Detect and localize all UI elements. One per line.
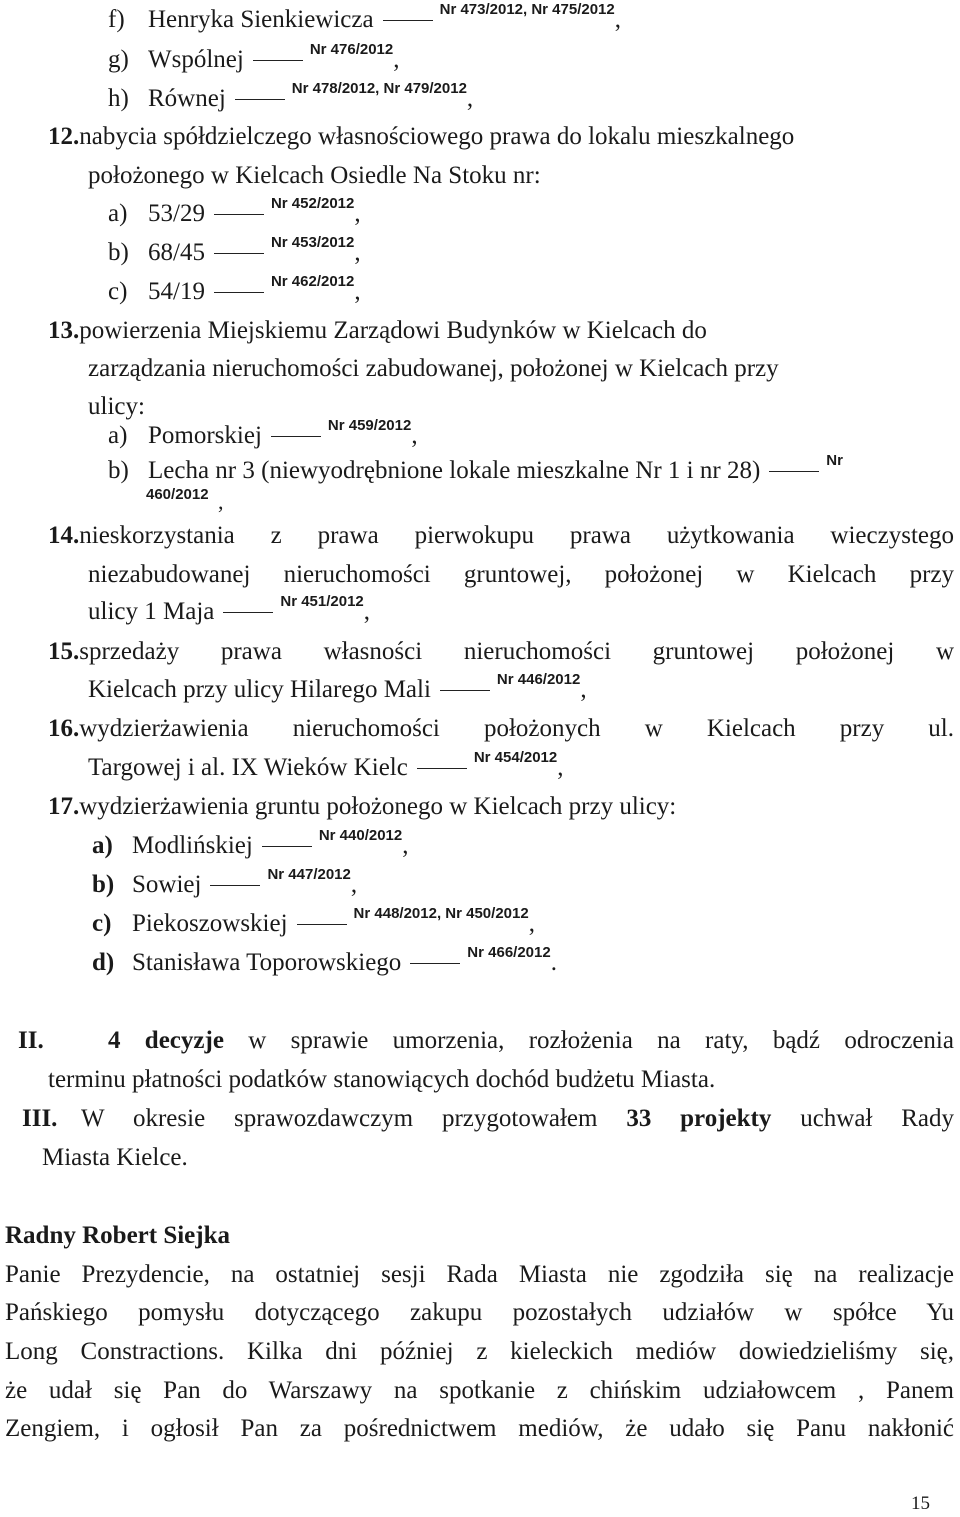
dash — [440, 690, 490, 691]
dash — [410, 963, 460, 964]
dash — [297, 924, 347, 925]
item-17-a: a) Modlińskiej $^{Nr 440/2012}$, — [92, 827, 409, 859]
dash — [253, 60, 303, 61]
item-17-line1: 17.wydzierżawienia gruntu położonego w Kielcach przy ulicy: — [48, 793, 677, 820]
list-item-h: h) Równej $^{Nr 478/2012, Nr 479/2012}$, — [108, 80, 474, 112]
item-12-a: a) 53/29 $^{Nr 452/2012}$, — [108, 195, 361, 227]
section-3-line1: W okresie sprawozdawczym przygotowałem 33 projekty uchwał Rady — [81, 1105, 955, 1132]
section-2-line1: 4 decyzje w sprawie umorzenia, rozłożenia na raty, bądź odroczenia — [108, 1027, 954, 1054]
item-13-line2: zarządzania nieruchomości zabudowanej, położonej w Kielcach przy — [88, 355, 779, 382]
item-13-line3: ulicy: — [88, 393, 145, 420]
item-13-b-punct: , — [218, 489, 224, 514]
dash — [214, 253, 264, 254]
list-item-g: g) Wspólnej $^{Nr 476/2012}$, — [108, 41, 400, 73]
item-16-line1: 16.wydzierżawienia nieruchomości położonych w Kielcach przy ul. — [48, 715, 954, 742]
item-12-c: c) 54/19 $^{Nr 462/2012}$, — [108, 273, 361, 305]
item-15-line1: 15.sprzedaży prawa własności nieruchomości gruntowej położonej w — [48, 638, 954, 665]
dash — [214, 292, 264, 293]
list-item-f: f) Henryka Sienkiewicza $^{Nr 473/2012, Nr 475/2012}$, — [108, 1, 621, 33]
item-14-line3: ulicy 1 Maja $^{Nr 451/2012}$, — [88, 593, 371, 625]
speech-line-2: Pańskiego pomysłu dotyczącego zakupu pozostałych udziałów w spółce Yu — [5, 1299, 954, 1326]
speech-line-4: że udał się Pan do Warszawy na spotkanie z chińskim udziałowcem , Panem — [5, 1377, 954, 1404]
section-3-number: III. — [22, 1105, 58, 1132]
dash — [223, 612, 273, 613]
item-13-a: a) Pomorskiej $^{Nr 459/2012}$, — [108, 417, 418, 449]
item-13-b-ref: 460/2012 — [146, 486, 209, 503]
dash — [417, 768, 467, 769]
item-14-line1: 14.nieskorzystania z prawa pierwokupu prawa użytkowania wieczystego — [48, 522, 954, 549]
item-17-d: d) Stanisława Toporowskiego $^{Nr 466/2012}$. — [92, 944, 557, 976]
dash — [769, 471, 819, 472]
item-15-line2: Kielcach przy ulicy Hilarego Mali $^{Nr 446/2012}$, — [88, 671, 587, 703]
speech-line-5: Zengiem, i ogłosił Pan za pośrednictwem mediów, że udało się Panu nakłonić — [5, 1415, 954, 1442]
page-number: 15 — [911, 1493, 930, 1514]
item-13-line1: 13.powierzenia Miejskiemu Zarządowi Budynków w Kielcach do — [48, 317, 707, 344]
section-2-number: II. — [18, 1027, 44, 1054]
item-14-line2: niezabudowanej nieruchomości gruntowej, położonej w Kielcach przy — [88, 561, 954, 588]
item-17-b: b) Sowiej $^{Nr 447/2012}$, — [92, 866, 358, 898]
section-2-line2: terminu płatności podatków stanowiących dochód budżetu Miasta. — [48, 1066, 716, 1093]
section-3-line2: Miasta Kielce. — [42, 1144, 188, 1171]
dash — [214, 214, 264, 215]
item-16-line2: Targowej i al. IX Wieków Kielc $^{Nr 454/2012}$, — [88, 749, 564, 781]
item-12-b: b) 68/45 $^{Nr 453/2012}$, — [108, 234, 361, 266]
dash — [262, 846, 312, 847]
speech-line-3: Long Constractions. Kilka dni później z kieleckich mediów dowiedzieliśmy się, — [5, 1338, 954, 1365]
speech-line-1: Panie Prezydencie, na ostatniej sesji Rada Miasta nie zgodziła się na realizacje — [5, 1261, 954, 1288]
dash — [235, 99, 285, 100]
dash — [383, 20, 433, 21]
item-12-line2: położonego w Kielcach Osiedle Na Stoku nr: — [88, 162, 541, 189]
dash — [271, 436, 321, 437]
item-13-b: b) Lecha nr 3 (niewyodrębnione lokale mieszkalne Nr 1 i nr 28) $^{Nr}$ — [108, 452, 843, 484]
dash — [210, 885, 260, 886]
item-17-c: c) Piekoszowskiej $^{Nr 448/2012, Nr 450/2012}$, — [92, 905, 535, 937]
speaker-name: Radny Robert Siejka — [5, 1222, 231, 1249]
item-12-line1: 12.nabycia spółdzielczego własnościowego prawa do lokalu mieszkalnego — [48, 123, 795, 150]
